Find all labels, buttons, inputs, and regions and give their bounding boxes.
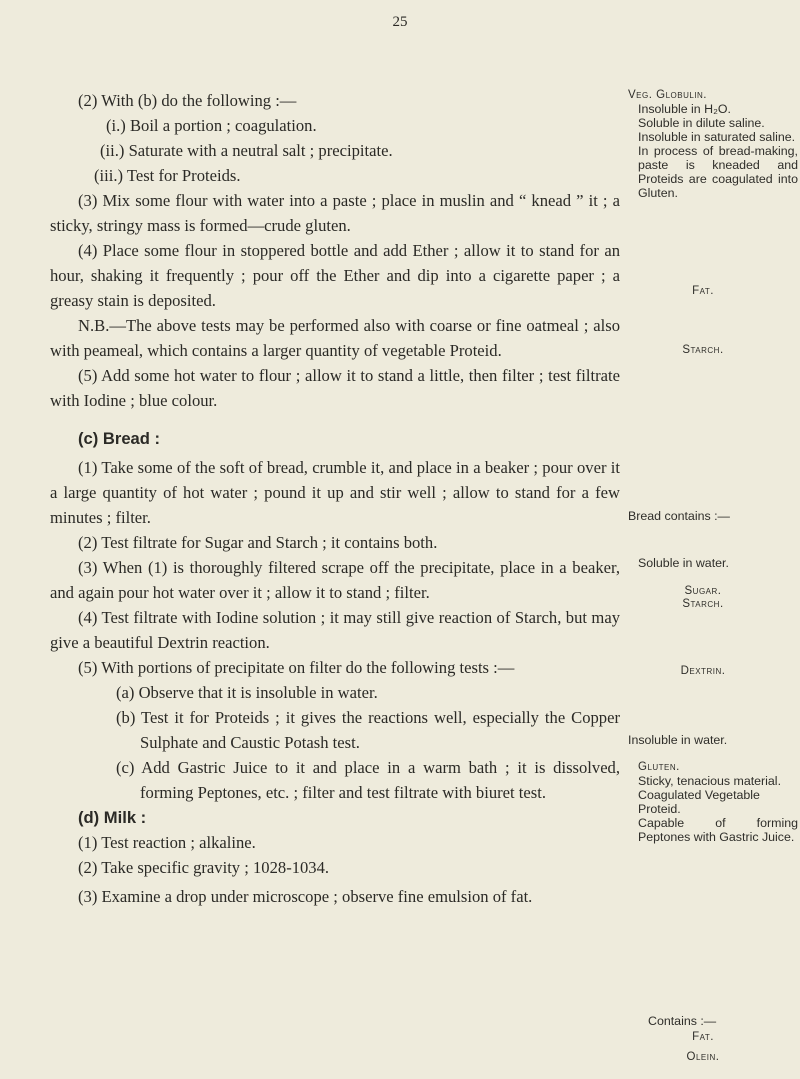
milk-step-1: (1) Test reaction ; alkaline.: [78, 833, 256, 852]
margin-soluble-in-water: Soluble in water.: [638, 556, 729, 570]
margin-gluten-l2: Coagulated Vegetable Proteid.: [638, 788, 760, 816]
margin-veg-globulin: [628, 88, 798, 200]
margin-dextrin: Dextrin.: [680, 665, 726, 677]
margin-starch: Starch.: [682, 344, 724, 356]
bread-step-5a: (a) Observe that it is insoluble in water.: [116, 683, 378, 702]
para-2: (2) With (b) do the following :—: [78, 91, 297, 110]
bread-step-1: (1) Take some of the soft of bread, crumble it, and place in a beaker ; pour over it a large quantity of hot water ; pound it up and stir well ; allow to stand for a few minutes ; filter.: [50, 458, 620, 527]
margin-fat: Fat.: [692, 285, 714, 297]
bread-step-4: (4) Test filtrate with Iodine solution ; it may still give reaction of Starch, but may give a beautiful Dextrin reaction.: [50, 608, 620, 652]
margin-gluten-block: [628, 760, 798, 844]
item-iii: (iii.) Test for Proteids.: [94, 166, 241, 185]
milk-step-3: (3) Examine a drop under microscope ; observe fine emulsion of fat.: [78, 887, 533, 906]
margin-note-line: Insoluble in saturated saline.: [638, 130, 796, 144]
milk-step-2: (2) Take specific gravity ; 1028-1034.: [78, 858, 330, 877]
page-number: 25: [392, 14, 408, 30]
item-ii: (ii.) Saturate with a neutral salt ; precipitate.: [100, 141, 393, 160]
main-text: [50, 88, 620, 909]
para-3: (3) Mix some flour with water into a paste ; place in muslin and “ knead ” it ; a sticky, stringy mass is formed—crude gluten.: [50, 191, 620, 235]
para-4: (4) Place some flour in stoppered bottle and add Ether ; allow it to stand for an hour, shaking it frequently ; pour off the Ether and dip into a cigarette paper ; a greasy stain is deposited.: [50, 241, 620, 310]
margin-note-line: Soluble in dilute saline.: [638, 116, 765, 130]
margin-gluten-note: In process of bread-making, paste is kneaded and Proteids are coagulated into Gluten.: [638, 144, 798, 200]
bread-step-5c: (c) Add Gastric Juice to it and place in a warm bath ; it is dissolved, forming Peptones, etc. ; filter and test filtrate with biuret test.: [116, 758, 620, 802]
margin-gluten: Gluten.: [638, 761, 680, 773]
margin-note-line: Insoluble in H₂O.: [638, 102, 731, 116]
margin-bread-contains: Bread contains :—: [628, 509, 730, 523]
milk-heading: (d) Milk :: [78, 808, 147, 827]
bread-heading: (c) Bread :: [78, 429, 161, 448]
margin-contains: Contains :—: [648, 1014, 717, 1028]
nb-note: N.B.—The above tests may be performed also with coarse or fine oatmeal ; also with peameal, which contains a larger quantity of vegetable Proteid.: [50, 316, 620, 360]
bread-step-3: (3) When (1) is thoroughly filtered scrape off the precipitate, place in a beaker, and again pour hot water over it ; allow it to stand ; filter.: [50, 558, 620, 602]
margin-insoluble-in-water: Insoluble in water.: [628, 733, 728, 747]
margin-gluten-l3: Capable of forming Peptones with Gastric Juice.: [638, 816, 798, 844]
para-5: (5) Add some hot water to flour ; allow it to stand a little, then filter ; test filtrate with Iodine ; blue colour.: [50, 366, 620, 410]
margin-veg-globulin-title: Veg. Globulin.: [628, 89, 707, 101]
margin-starch-2: Starch.: [682, 598, 724, 610]
margin-sugar: Sugar.: [684, 585, 722, 597]
bread-step-5: (5) With portions of precipitate on filter do the following tests :—: [78, 658, 515, 677]
margin-gluten-l1: Sticky, tenacious material.: [638, 774, 782, 788]
margin-olein: Olein.: [686, 1051, 720, 1063]
item-i: (i.) Boil a portion ; coagulation.: [106, 116, 317, 135]
bread-step-2: (2) Test filtrate for Sugar and Starch ; it contains both.: [78, 533, 438, 552]
bread-step-5b: (b) Test it for Proteids ; it gives the reactions well, especially the Copper Sulphate and Caustic Potash test.: [116, 708, 620, 752]
margin-fat-2: Fat.: [692, 1031, 714, 1043]
